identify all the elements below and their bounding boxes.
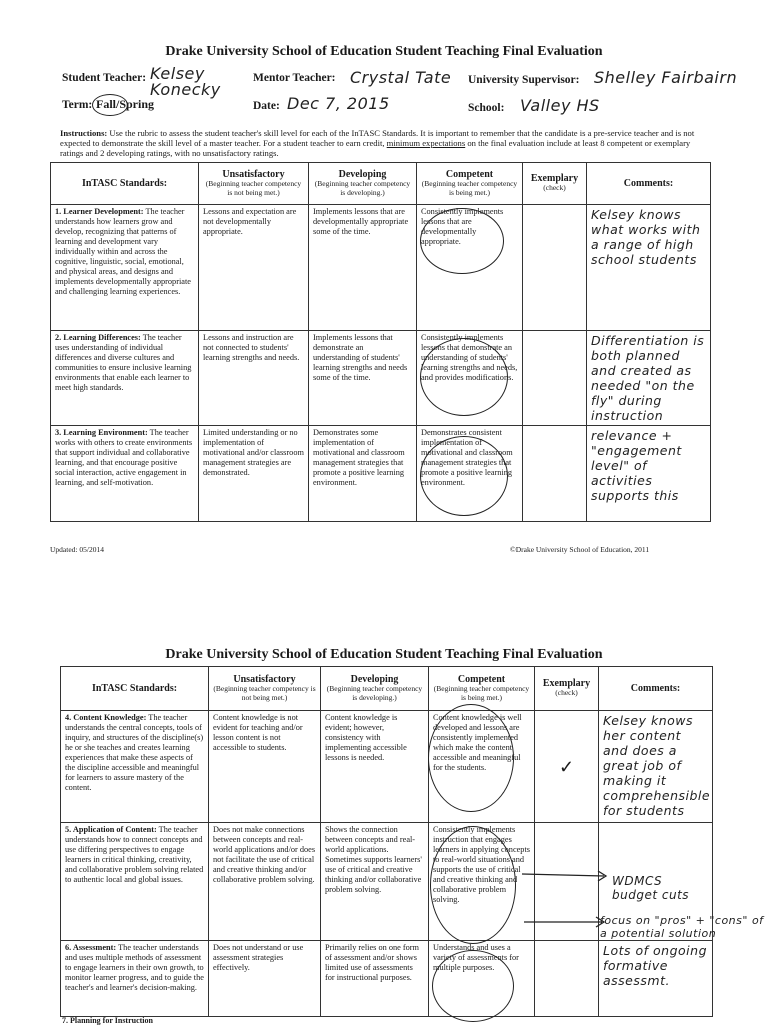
header-comments: Comments: [599, 667, 713, 711]
footer-copyright: ©Drake University School of Education, 2011 [510, 545, 650, 554]
instructions-text2: on the final evaluation include at least 8 competent or exemplary ratings and 2 developing ratings, with no unsatisfactory ratings. [60, 138, 691, 158]
standard-cell: 6. Assessment: The teacher understands and uses multiple methods of assessment to engage learners in their own growth, to monitor learner progress, and to guide the teacher's and learner's decision-making. [61, 941, 209, 1017]
table-row [51, 426, 711, 522]
unsatisfactory-cell: Does not make connections between concepts and real-world applications and/or does not facilitate the use of critical and creative thinking and/or collaborative problem solving. [209, 823, 321, 941]
header-exemplary: Exemplary (check) [535, 667, 599, 711]
comment-cell: Kelsey knows what works with a range of high school students [587, 205, 711, 331]
supervisor-label: University Supervisor: [468, 74, 580, 86]
unsatisfactory-cell: Limited understanding or no implementation of motivational and/or classroom management strategies are demonstrated. [199, 426, 309, 522]
standard-cell: 4. Content Knowledge: The teacher understands the central concepts, tools of inquiry, and structures of the discipline(s) he or she teaches and creates learning experiences that make these aspects of the discipline accessible and meaningful for learners to assure mastery of the content. [61, 711, 209, 823]
date-label: Date: [253, 100, 280, 112]
rubric-table-page2 [60, 666, 713, 1017]
header-standards: InTASC Standards: [51, 163, 199, 205]
header-developing: Developing (Beginning teacher competency is developing.) [309, 163, 417, 205]
exemplary-cell [523, 331, 587, 426]
term-value: Fall/Spring [96, 97, 155, 111]
instructions-underline: minimum expectations [386, 138, 466, 148]
student-teacher-value: Kelsey Konecky [150, 64, 221, 99]
developing-cell: Shows the connection between concepts and real-world applications. Sometimes supports learners' use of critical and creative thinking and/or collaborative problem solving. [321, 823, 429, 941]
annotation-arrows [520, 860, 610, 940]
standard-cell: 5. Application of Content: The teacher understands how to connect concepts and use differing perspectives to engage learners in critical thinking, creativity, and collaborative problem solving related to authentic local and global issues. [61, 823, 209, 941]
next-row-cut: 7. Planning for Instruction [62, 1016, 153, 1025]
unsatisfactory-cell: Lessons and instruction are not connected to students' learning strengths and needs. [199, 331, 309, 426]
term-label: Term: [62, 99, 93, 111]
supervisor-value: Shelley Fairbairn [594, 68, 738, 87]
competent-cell: Consistently implements lessons that demonstrate an understanding of students' learning strengths and needs, and provides modifications. [417, 331, 523, 426]
competent-cell: Understands and uses a variety of assessments for multiple purposes. [429, 941, 535, 1017]
instructions-label: Instructions: [60, 128, 108, 138]
unsatisfactory-cell: Content knowledge is not evident for teaching and/or lesson content is not accessible to students. [209, 711, 321, 823]
header-developing: Developing (Beginning teacher competency is developing.) [321, 667, 429, 711]
competent-cell: Consistently implements instruction that engages learners in applying concepts to real-world situations and supports the use of critical and creative thinking and collaborative problem solving. [429, 823, 535, 941]
instructions [60, 128, 710, 158]
developing-cell: Content knowledge is evident; however, consistency with implementing accessible lessons is needed. [321, 711, 429, 823]
header-competent: Competent (Beginning teacher competency is being met.) [417, 163, 523, 205]
unsatisfactory-cell: Does not understand or use assessment strategies effectively. [209, 941, 321, 1017]
standard-cell: 3. Learning Environment: The teacher works with others to create environments that support individual and collaborative learning, and that encourage positive social interaction, active engagement in learning, and self-motivation. [51, 426, 199, 522]
developing-cell: Implements lessons that demonstrate an understanding of students' learning strengths and needs some of the time. [309, 331, 417, 426]
note-pros-cons: focus on "pros" + "cons" of a potential solution [600, 914, 764, 940]
school-value: Valley HS [520, 96, 600, 115]
header-standards: InTASC Standards: [61, 667, 209, 711]
standard-cell: 2. Learning Differences: The teacher uses understanding of individual differences and diverse cultures and communities to ensure inclusive learning environments that enable each learner to meet high standards. [51, 331, 199, 426]
exemplary-check-cell: ✓ [535, 711, 599, 823]
unsatisfactory-cell: Lessons and expectation are not developmentally appropriate. [199, 205, 309, 331]
page1-title: Drake University School of Education Student Teaching Final Evaluation [165, 44, 603, 59]
school-label: School: [468, 102, 505, 114]
table-row [51, 331, 711, 426]
header-exemplary: Exemplary (check) [523, 163, 587, 205]
exemplary-cell [523, 205, 587, 331]
mentor-teacher-value: Crystal Tate [350, 68, 452, 87]
page2-title: Drake University School of Education Student Teaching Final Evaluation [165, 647, 603, 662]
footer-updated: Updated: 05/2014 [50, 545, 104, 554]
header-comments: Comments: [587, 163, 711, 205]
competent-cell: Content knowledge is well developed and lessons are consistently implemented which make the content accessible and meaningful for the students. [429, 711, 535, 823]
comment-cell: relevance + "engagement level" of activities supports this [587, 426, 711, 522]
competent-cell: Demonstrates consistent implementation of motivational and classroom management strategies that promote a positive learning environment. [417, 426, 523, 522]
exemplary-cell [535, 941, 599, 1017]
date-value: Dec 7, 2015 [287, 94, 390, 113]
comment-cell: Kelsey knows her content and does a great job of making it comprehensible for students [599, 711, 713, 823]
mentor-teacher-label: Mentor Teacher: [253, 72, 336, 84]
rubric-table-page1 [50, 162, 711, 522]
table-row [61, 711, 713, 823]
exemplary-cell [523, 426, 587, 522]
comment-cell: Lots of ongoing formative assessmt. [599, 941, 713, 1017]
standard-cell: 1. Learner Development: The teacher understands how learners grow and develop, recognizing that patterns of learning and development vary individually within and across the cognitive, linguistic, social, emotional, and physical areas, and designs and implements developmentally appropriate and challenging learning experiences. [51, 205, 199, 331]
table-row [61, 941, 713, 1017]
competent-cell: Consistently implements lessons that are developmentally appropriate. [417, 205, 523, 331]
developing-cell: Primarily relies on one form of assessment and/or shows limited use of assessments for instructional purposes. [321, 941, 429, 1017]
table-row [51, 205, 711, 331]
header-unsatisfactory: Unsatisfactory (Beginning teacher competency is not being met.) [199, 163, 309, 205]
developing-cell: Implements lessons that are developmentally appropriate some of the time. [309, 205, 417, 331]
header-unsatisfactory: Unsatisfactory (Beginning teacher competency is not being met.) [209, 667, 321, 711]
note-budget-cuts: WDMCS budget cuts [612, 874, 690, 902]
header-competent: Competent (Beginning teacher competency is being met.) [429, 667, 535, 711]
comment-cell: Differentiation is both planned and created as needed "on the fly" during instruction [587, 331, 711, 426]
student-teacher-label: Student Teacher: [62, 72, 147, 84]
developing-cell: Demonstrates some implementation of motivational and classroom management strategies that promote a positive learning environment. [309, 426, 417, 522]
instructions-text1: Use the rubric to assess the student teacher's skill level for each of the InTASC Standards. It is important to remember that the candidate is a pre-service teacher and is not expected to demonstrate the skill level of a master teacher. For a student teacher to earn credit, [60, 128, 695, 148]
